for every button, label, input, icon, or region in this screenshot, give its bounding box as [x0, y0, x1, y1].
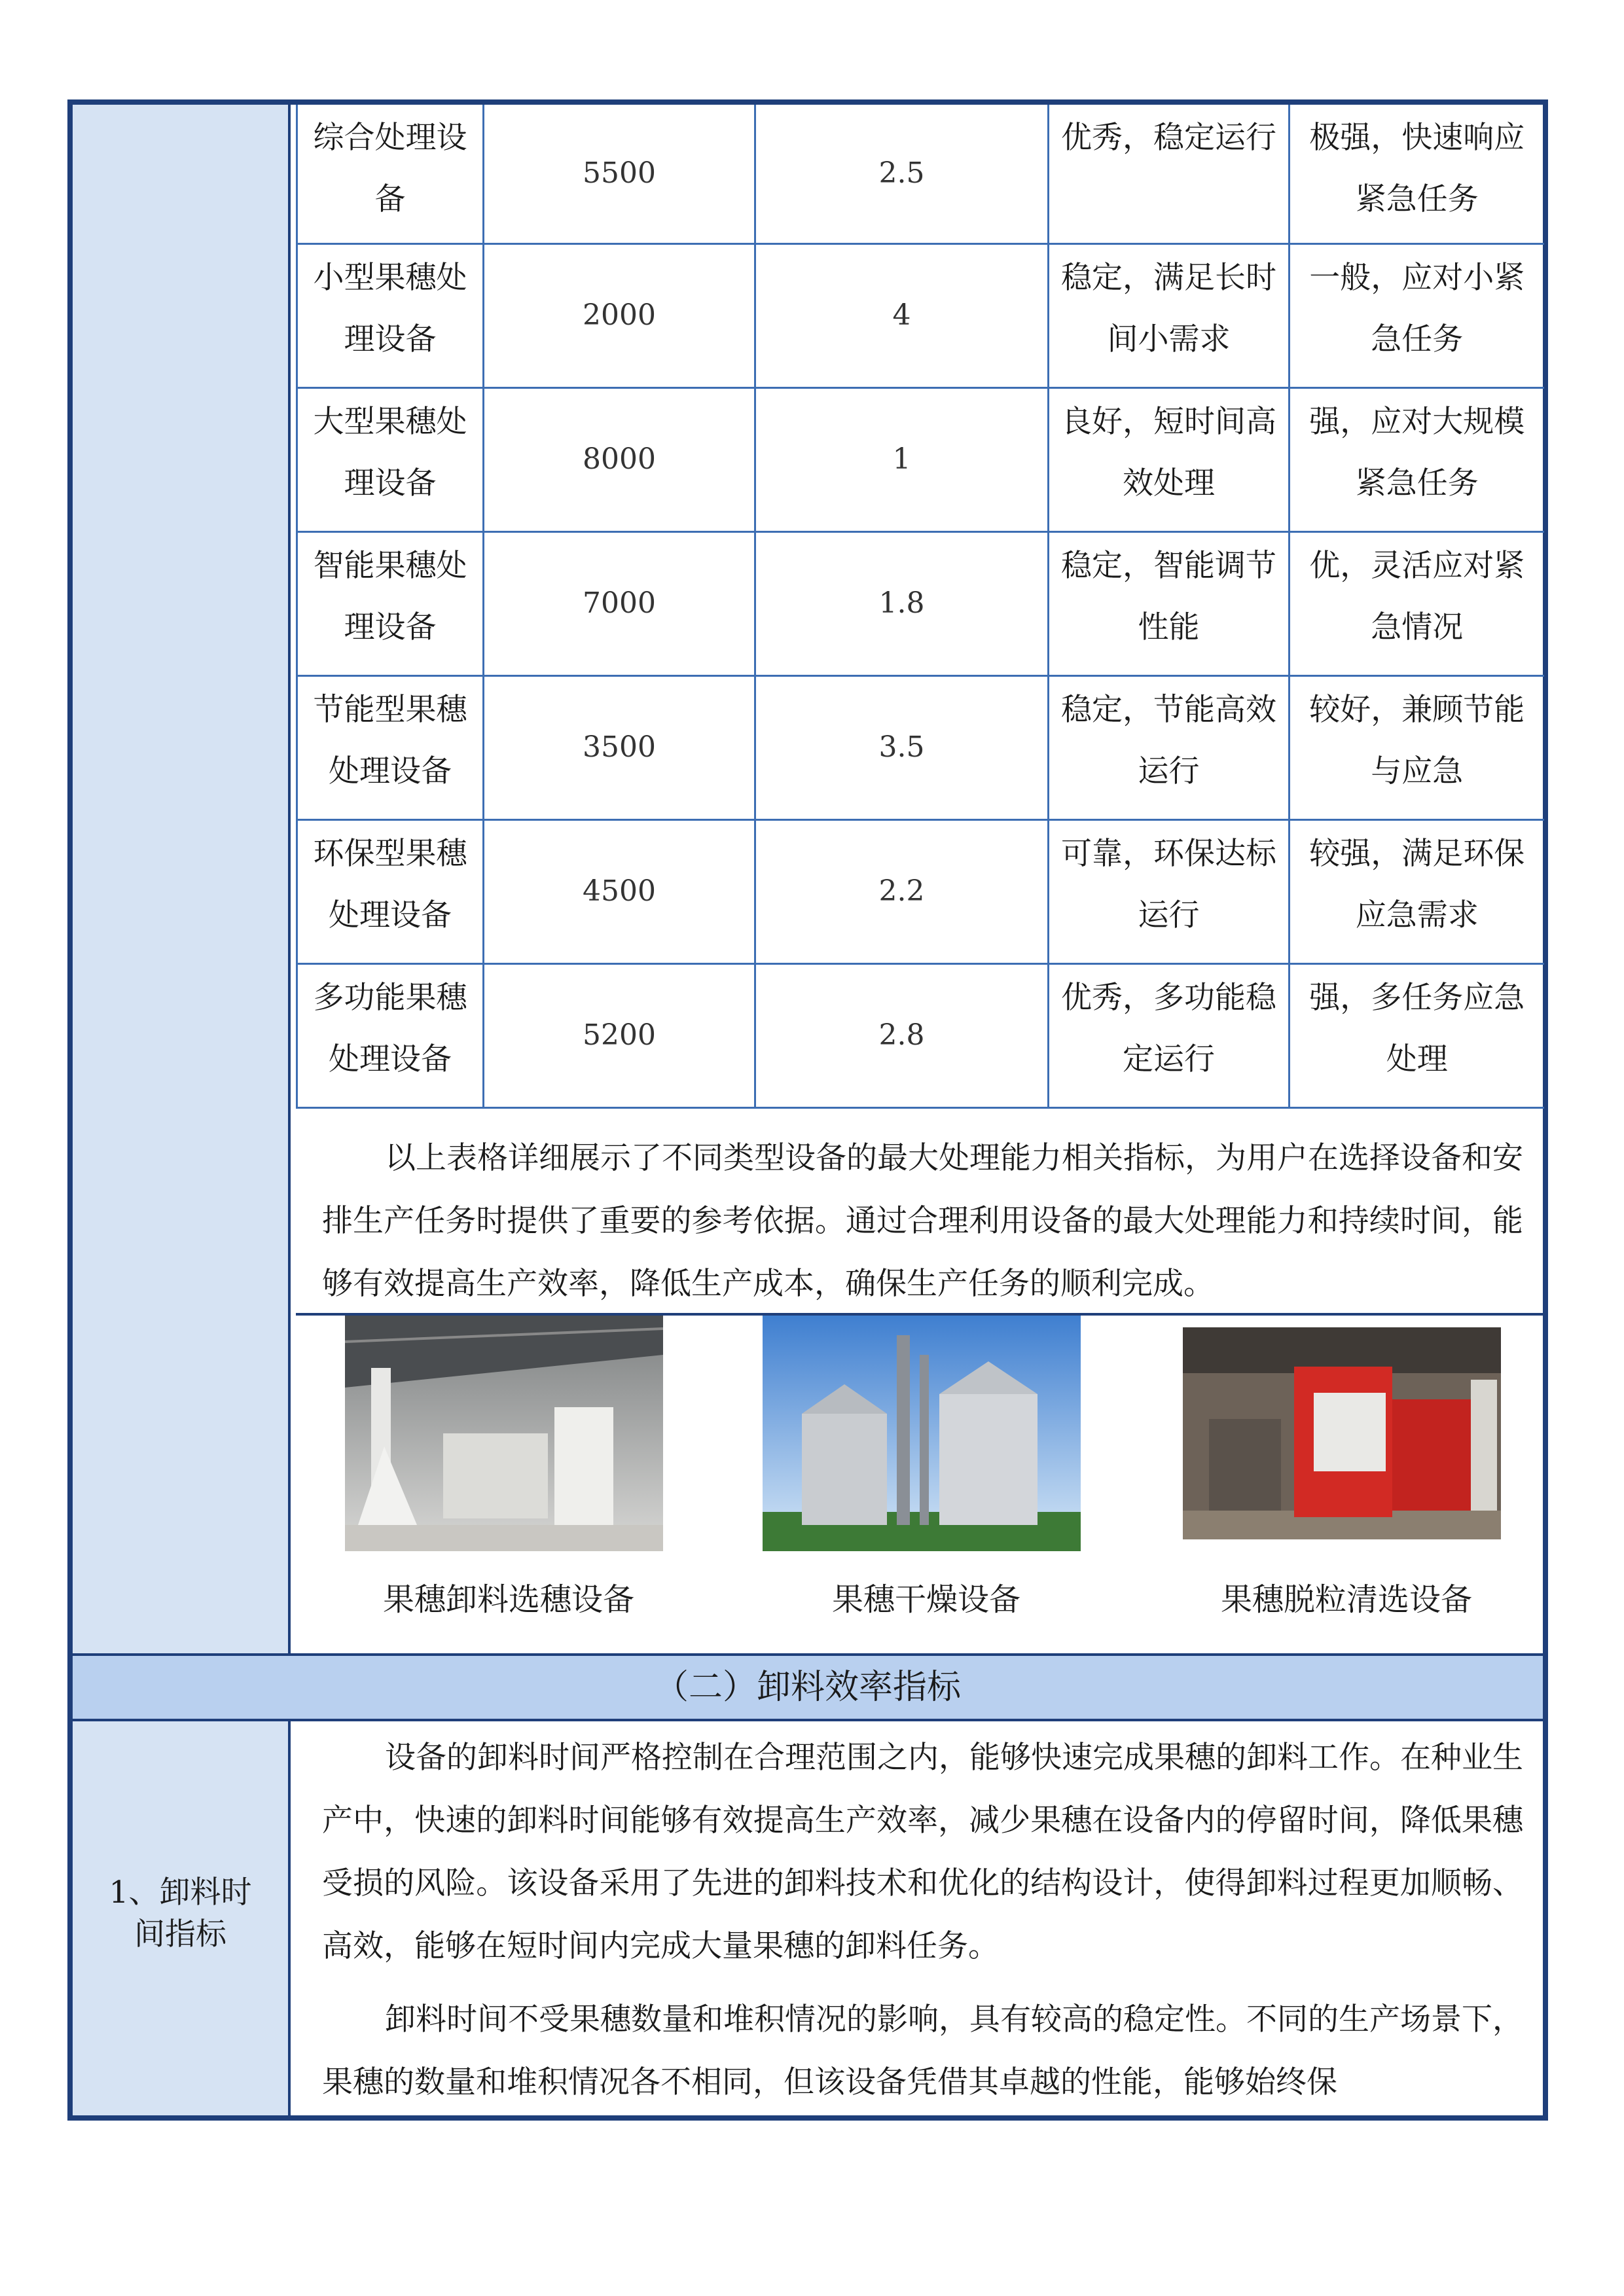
emergency-capability: 较强，满足环保应急需求: [1290, 819, 1544, 963]
warehouse-photo: [345, 1316, 663, 1551]
table-row: [297, 675, 1544, 819]
stability: 稳定，节能高效运行: [1049, 675, 1290, 819]
stability: 良好，短时间高效处理: [1049, 387, 1290, 531]
table-row: [297, 819, 1544, 963]
duration: 2.8: [755, 963, 1049, 1107]
max-capacity: 3500: [484, 675, 755, 819]
duration: 3.5: [755, 675, 1049, 819]
duration: 4: [755, 243, 1049, 387]
stability: 稳定，智能调节性能: [1049, 531, 1290, 675]
left-label-column: [73, 105, 291, 1653]
equipment-name: 节能型果穗处理设备: [297, 675, 484, 819]
equipment-name: 智能果穗处理设备: [297, 531, 484, 675]
max-capacity: 5500: [484, 105, 755, 243]
duration: 2.5: [755, 105, 1049, 243]
table-summary-paragraph: 以上表格详细展示了不同类型设备的最大处理能力相关指标，为用户在选择设备和安排生产任务时提供了重要的参考依据。通过合理利用设备的最大处理能力和持续时间，能够有效提高生产效率，降低生产成本，确保生产任务的顺利完成。: [296, 1118, 1543, 1316]
max-capacity: 2000: [484, 243, 755, 387]
document-frame: [67, 99, 1548, 2121]
equipment-name: 综合处理设备: [297, 105, 484, 243]
indicator-label-text: 1、卸料时间指标: [109, 1874, 252, 1952]
photo-label: 果穗脱粒清选设备: [1220, 1581, 1472, 1618]
indicator-paragraph: 卸料时间不受果穗数量和堆积情况的影响，具有较高的稳定性。不同的生产场景下，果穗的数量和堆积情况各不相同，但该设备凭借其卓越的性能，能够始终保: [322, 2001, 1523, 2100]
table-row: [297, 531, 1544, 675]
equipment-name: 环保型果穗处理设备: [297, 819, 484, 963]
section-header: （二）卸料效率指标: [73, 1653, 1543, 1721]
emergency-capability: 优，灵活应对紧急情况: [1290, 531, 1544, 675]
table-row: [297, 243, 1544, 387]
emergency-capability: 一般，应对小紧急任务: [1290, 243, 1544, 387]
max-capacity: 7000: [484, 531, 755, 675]
stability: 可靠，环保达标运行: [1049, 819, 1290, 963]
indicator-label: [73, 1872, 288, 1956]
equipment-name: 多功能果穗处理设备: [297, 963, 484, 1107]
duration: 1: [755, 387, 1049, 531]
duration: 1.8: [755, 531, 1049, 675]
max-capacity: 5200: [484, 963, 755, 1107]
equipment-name: 小型果穗处理设备: [297, 243, 484, 387]
photo-label: 果穗卸料选穗设备: [382, 1581, 634, 1618]
indicator-paragraph: 设备的卸料时间严格控制在合理范围之内，能够快速完成果穗的卸料工作。在种业生产中，快速的卸料时间能够有效提高生产效率，减少果穗在设备内的停留时间，降低果穗受损的风险。该设备采用了先进的卸料技术和优化的结构设计，使得卸料过程更加顺畅、高效，能够在短时间内完成大量果穗的卸料任务。: [322, 1740, 1523, 1964]
stability: 稳定，满足长时间小需求: [1049, 243, 1290, 387]
indicator-body: [296, 1721, 1543, 2115]
equipment-capacity-table: [296, 105, 1544, 1109]
equipment-photos: [296, 1316, 1543, 1653]
table-row: [297, 105, 1544, 243]
duration: 2.2: [755, 819, 1049, 963]
emergency-capability: 强，多任务应急处理: [1290, 963, 1544, 1107]
indicator-label-cell: [73, 1721, 291, 2115]
machine-photo: [1183, 1327, 1501, 1539]
max-capacity: 4500: [484, 819, 755, 963]
emergency-capability: 较好，兼顾节能与应急: [1290, 675, 1544, 819]
stability: 优秀，多功能稳定运行: [1049, 963, 1290, 1107]
equipment-name: 大型果穗处理设备: [297, 387, 484, 531]
table-row: [297, 963, 1544, 1107]
emergency-capability: 强，应对大规模紧急任务: [1290, 387, 1544, 531]
max-capacity: 8000: [484, 387, 755, 531]
silo-photo: [763, 1316, 1081, 1551]
photo-label: 果穗干燥设备: [831, 1581, 1020, 1618]
stability: 优秀，稳定运行: [1049, 105, 1290, 243]
table-row: [297, 387, 1544, 531]
emergency-capability: 极强，快速响应紧急任务: [1290, 105, 1544, 243]
